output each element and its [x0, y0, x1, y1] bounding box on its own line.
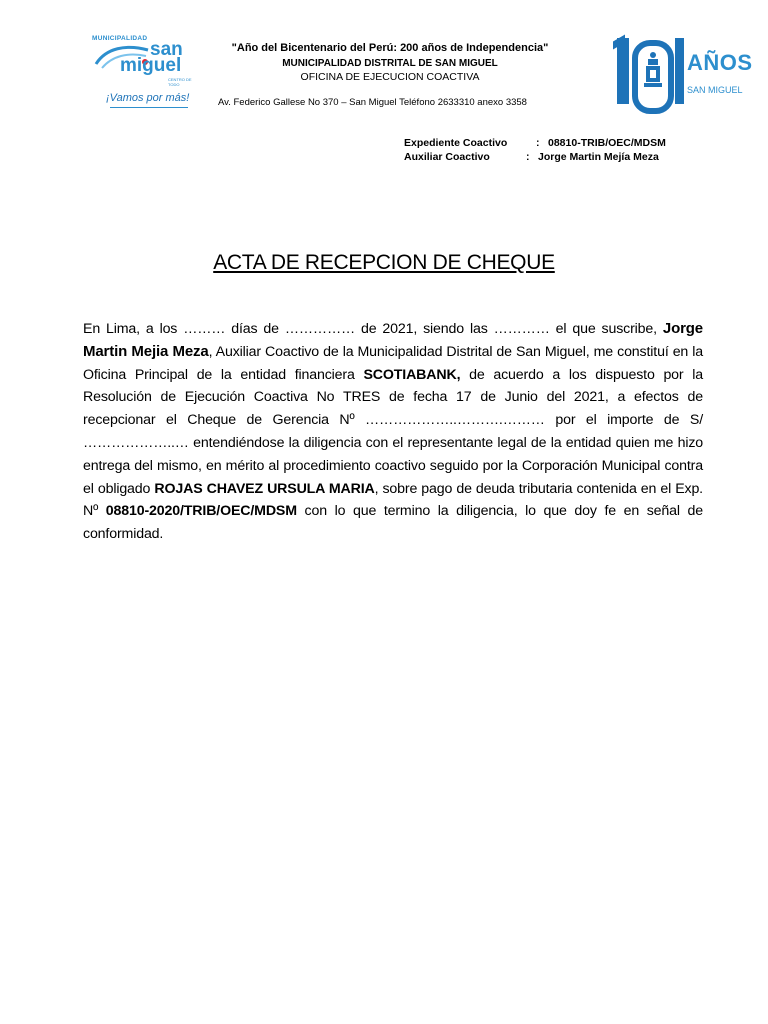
expediente-label: Expediente Coactivo [404, 137, 508, 149]
logo-digit-one-right [675, 38, 684, 104]
logo-motto: ¡Vamos por más! [106, 92, 190, 104]
body-expediente: 08810-2020/TRIB/OEC/MDSM [105, 503, 297, 520]
auxiliar-label: Auxiliar Coactivo [404, 151, 490, 163]
body-obligado: ROJAS CHAVEZ URSULA MARIA [154, 480, 375, 497]
logo-municipalidad-text: MUNICIPALIDAD [92, 35, 148, 42]
header-municipality: MUNICIPALIDAD DISTRITAL DE SAN MIGUEL [282, 58, 498, 69]
expediente-value: 08810-TRIB/OEC/MDSM [548, 137, 666, 149]
header-office: OFICINA DE EJECUCION COACTIVA [300, 71, 480, 83]
auxiliar-value: Jorge Martin Mejía Meza [538, 151, 659, 163]
body-text-5: con lo que termino la diligencia, lo que doy fe en señal de conformidad. [83, 503, 703, 543]
logo-tagline: CENTRO DE TODO [168, 77, 192, 87]
logo-digit-one-left [617, 38, 629, 104]
body-text-4: , sobre pago de deuda tributaria contenida en el Exp. Nº [83, 480, 703, 520]
body-text-1: En Lima, a los ……… días de …………… de 2021, siendo las ………… el que suscribe, [83, 321, 663, 337]
case-auxiliar-row [404, 151, 659, 163]
body-bank: SCOTIABANK, [363, 366, 461, 383]
anniversary-logo [615, 28, 753, 110]
church-tower-icon [643, 50, 663, 90]
san-miguel-logo [88, 32, 200, 114]
body-name: Jorge Martin Mejia Meza [83, 320, 703, 360]
auxiliar-separator: : [526, 151, 530, 163]
logo-place-text: SAN MIGUEL [687, 85, 743, 95]
logo-miguel-text: miguel [120, 55, 182, 76]
expediente-separator: : [536, 137, 540, 149]
logo-san-text: san [150, 39, 183, 60]
case-expediente-row [404, 137, 666, 149]
logo-anos-text: AÑOS [687, 50, 753, 75]
document-body [83, 318, 703, 546]
body-text-3: de acuerdo a los dispuesto por la Resolución de Ejecución Coactiva No TRES de fecha 17 de Junio del 2021, a efectos de recepcionar el Cheque de Gerencia Nº ………………..……….……… por el importe de S/ ………………..… entendiéndose la diligencia con el representante legal de la entidad quien me hizo entrega del mismo, en mérito al procedimiento coactivo seguido por la Corporación Municipal contra el obligado [83, 366, 704, 497]
header-slogan: "Año del Bicentenario del Perú: 200 años de Independencia" [231, 42, 549, 54]
body-text-2: , Auxiliar Coactivo de la Municipalidad Distrital de San Miguel, me constituí en la Oficina Principal de la entidad financiera [83, 343, 703, 383]
motto-underline [110, 107, 188, 108]
header-address: Av. Federico Gallese No 370 – San Miguel Teléfono 2633310 anexo 3358 [218, 97, 527, 108]
document-title: ACTA DE RECEPCION DE CHEQUE [213, 251, 555, 274]
